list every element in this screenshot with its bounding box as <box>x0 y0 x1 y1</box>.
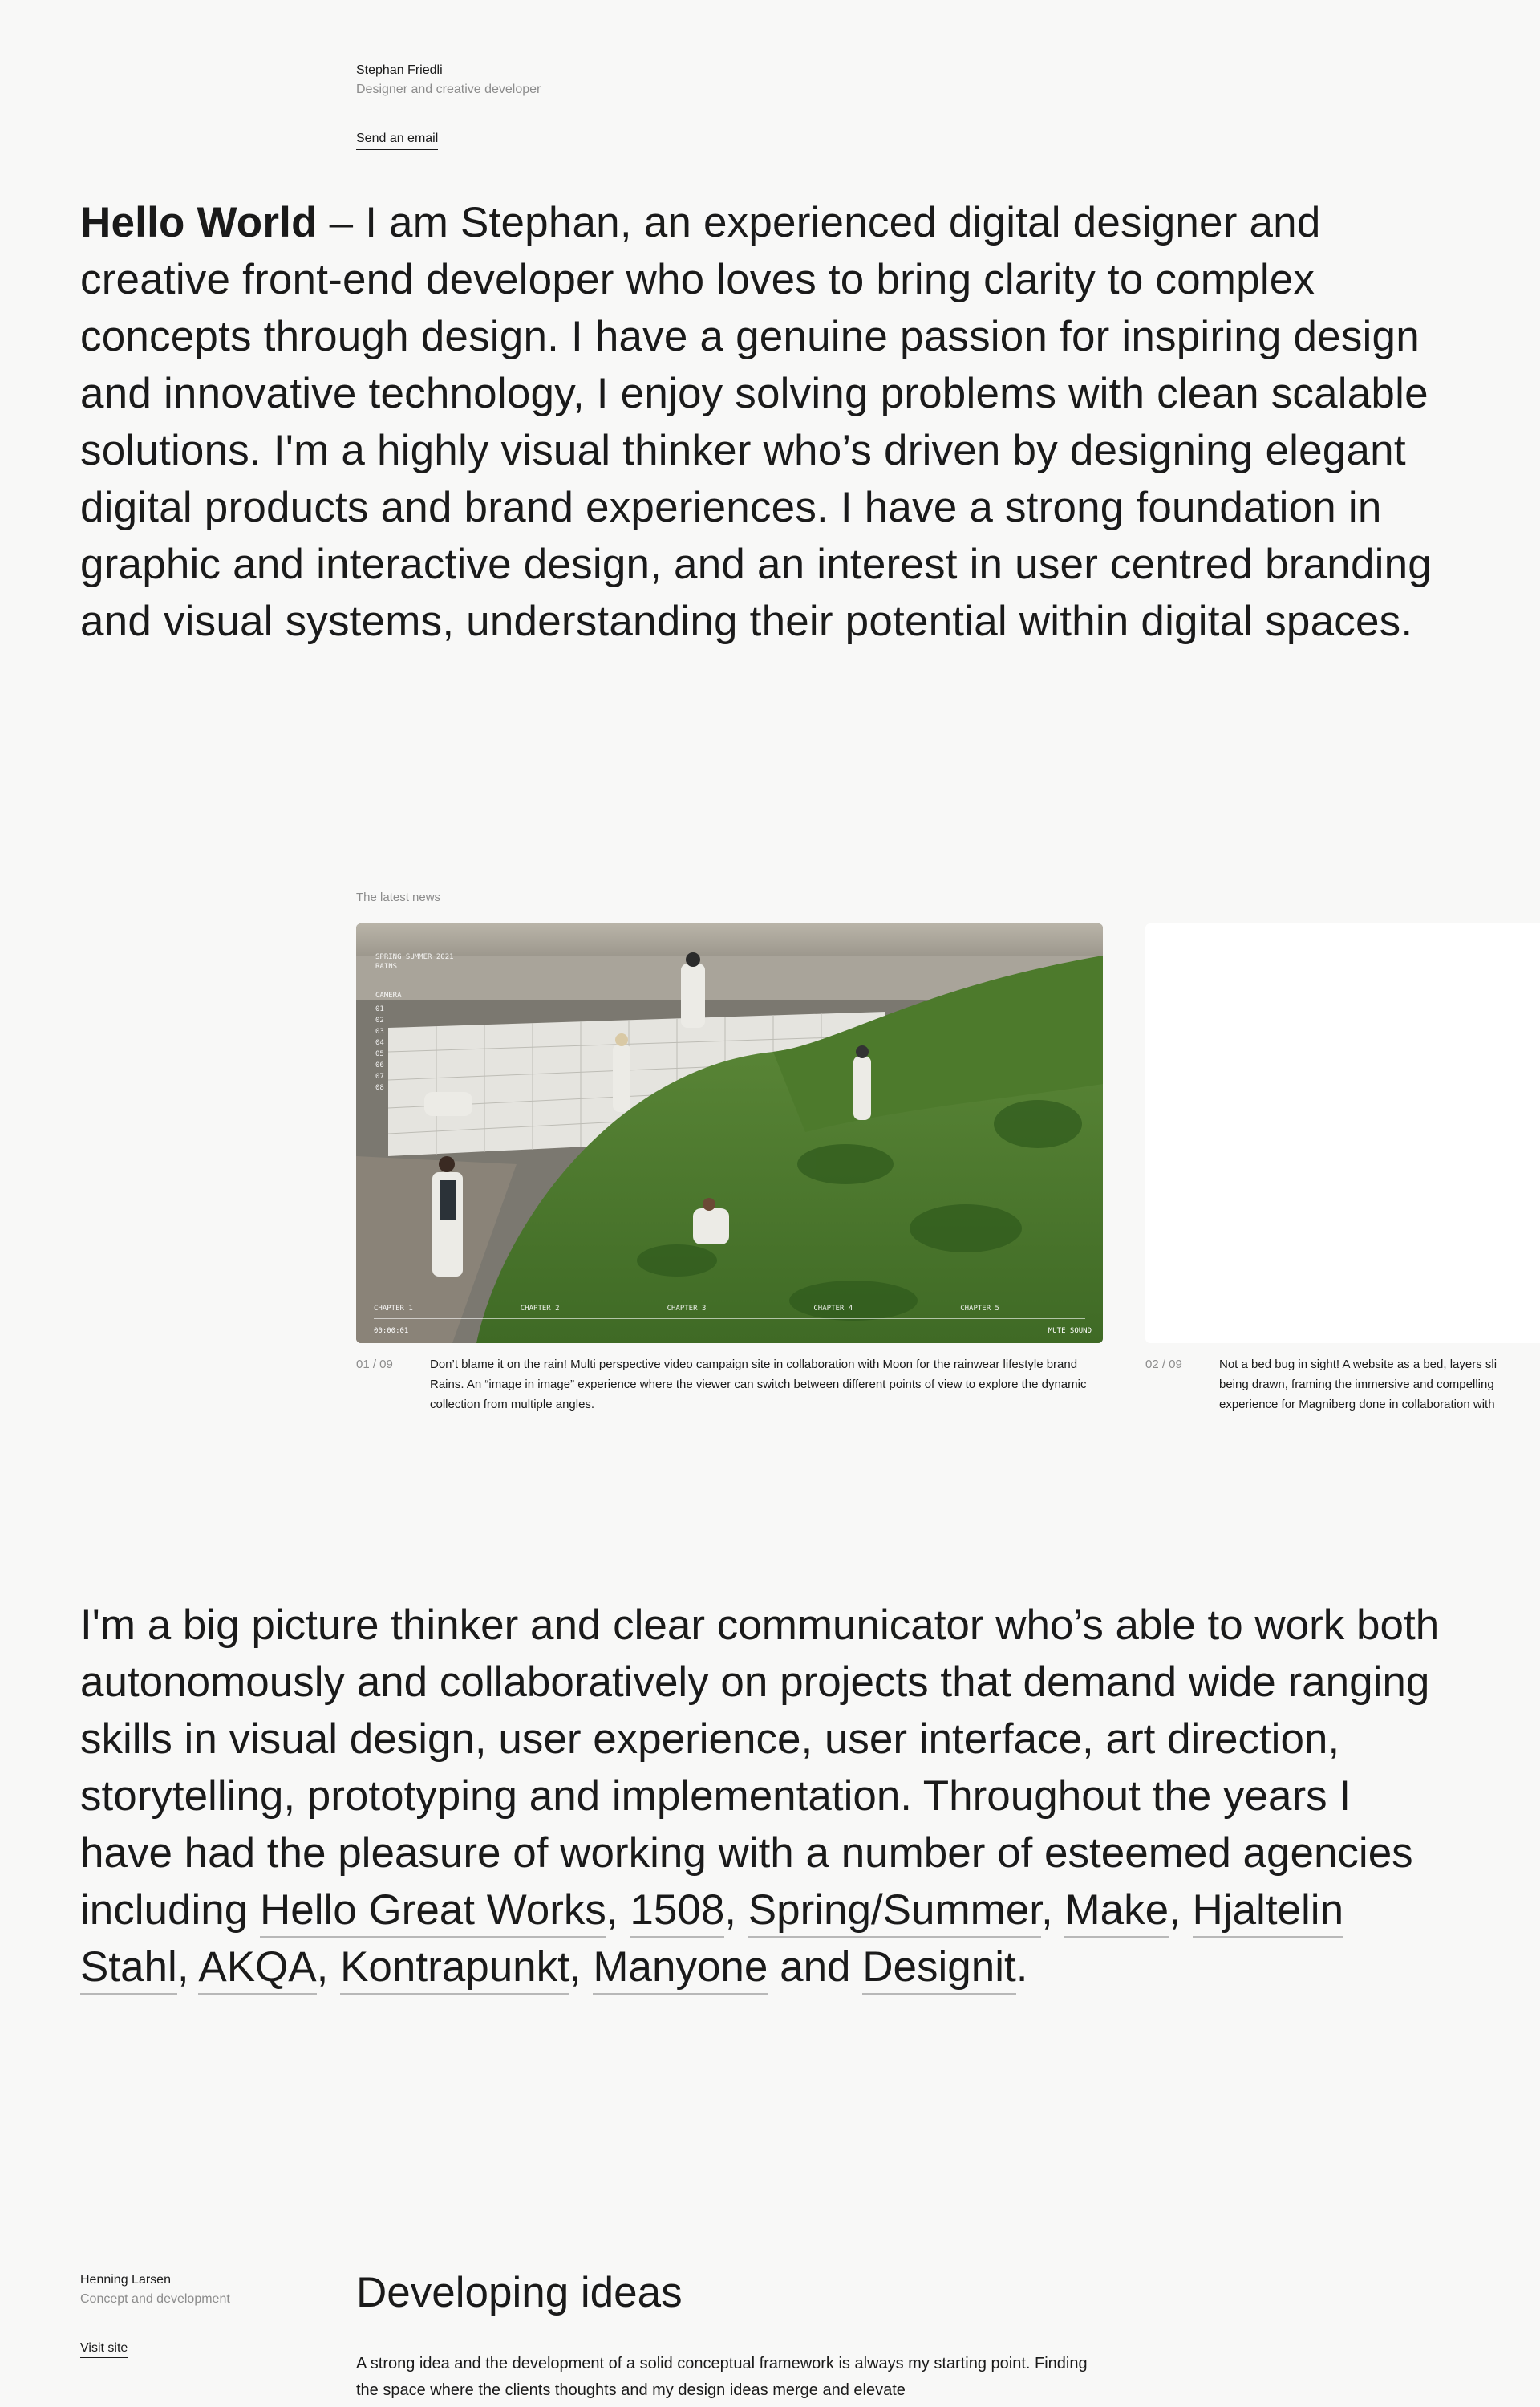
about-and: and <box>780 1943 851 1991</box>
news-description: Don’t blame it on the rain! Multi perspective video campaign site in collaboration with Moon for the rainwear lifestyle brand Rains. An “image in image” experience where the viewer can switch between different points of view to explore the dynamic collection from multiple angles. <box>430 1358 1087 1411</box>
project-description: A strong idea and the development of a solid conceptual framework is always my starting point. Finding the space where the clients thoughts and my design ideas merge and elevate <box>356 2355 1088 2399</box>
caption-line: Not a bed bug in sight! A website as a bed, layers sli <box>1219 1358 1497 1371</box>
news-index: 02 / 09 <box>1145 1358 1182 1371</box>
agency-link[interactable]: Designit <box>862 1943 1015 1995</box>
agency-link[interactable]: 1508 <box>630 1886 724 1938</box>
chapter-bar[interactable] <box>374 1305 999 1313</box>
news-slide[interactable] <box>356 923 1103 1415</box>
overlay-camera-label: CAMERA <box>375 992 402 1000</box>
send-email-link[interactable]: Send an email <box>356 130 438 150</box>
intro-text: – I am Stephan, an experienced digital designer and creative front-end developer who loves to bring clarity to complex concepts through design. I have a genuine passion for inspiring design and innovative technology, I enjoy solving problems with clean scalable solutions. I'm a highly visual thinker who’s driven by designing elegant digital products and brand experiences. I have a strong foundation in graphic and interactive design, and an interest in user centred branding and visual systems, understanding their potential within digital spaces. <box>80 199 1432 645</box>
author-role: Designer and creative developer <box>356 83 541 96</box>
camera-option[interactable]: 08 <box>375 1084 384 1092</box>
camera-option[interactable]: 01 <box>375 1005 384 1013</box>
camera-option[interactable]: 03 <box>375 1028 384 1036</box>
chapter-item[interactable]: CHAPTER 1 <box>374 1305 413 1313</box>
agency-link[interactable]: Spring/Summer <box>748 1886 1041 1938</box>
overlay-season: SPRING SUMMER 2021 <box>375 953 454 961</box>
agency-link[interactable]: Make <box>1064 1886 1169 1938</box>
camera-option[interactable]: 05 <box>375 1050 384 1058</box>
news-index: 01 / 09 <box>356 1358 393 1371</box>
project-meta <box>80 2271 230 2358</box>
camera-option[interactable]: 06 <box>375 1061 384 1070</box>
news-description <box>1219 1354 1540 1415</box>
project-title: Developing ideas <box>356 2269 683 2316</box>
agency-link[interactable]: Manyone <box>593 1943 768 1995</box>
news-caption <box>1145 1354 1540 1415</box>
chapter-item[interactable]: CHAPTER 2 <box>520 1305 560 1313</box>
site-header <box>356 61 541 150</box>
news-carousel[interactable] <box>356 923 1540 1421</box>
caption-line: experience for Magniberg done in collaboration with <box>1219 1398 1495 1411</box>
caption-line: being drawn, framing the immersive and compelling <box>1219 1378 1494 1391</box>
about-end: . <box>1015 1943 1028 1991</box>
camera-list[interactable] <box>375 1004 454 1094</box>
author-name: Stephan Friedli <box>356 63 443 77</box>
project-client: Henning Larsen <box>80 2273 171 2287</box>
camera-option[interactable]: 07 <box>375 1073 384 1081</box>
chapter-item[interactable]: CHAPTER 5 <box>960 1305 999 1313</box>
agency-link[interactable]: Kontrapunkt <box>340 1943 569 1995</box>
about-text: I'm a big picture thinker and clear communicator who’s able to work both autonomously and collaboratively on projects that demand wide ranging skills in visual design, user experience, user interface, art direction, storytelling, prototyping and implementation. Throughout the years I have had the pleasure of working with a number of esteemed agencies including <box>80 1601 1440 1934</box>
chapter-item[interactable]: CHAPTER 4 <box>813 1305 853 1313</box>
overlay-brand: RAINS <box>375 963 398 971</box>
camera-option[interactable]: 02 <box>375 1017 384 1025</box>
chapter-item[interactable]: CHAPTER 3 <box>667 1305 707 1313</box>
mute-sound-button[interactable]: MUTE SOUND <box>1048 1327 1092 1335</box>
magniberg-project-image[interactable] <box>1145 923 1540 1343</box>
project-kind: Concept and development <box>80 2292 230 2306</box>
camera-option[interactable]: 04 <box>375 1039 384 1047</box>
campaign-photo <box>356 923 1103 1343</box>
video-overlay-info <box>375 952 454 1094</box>
news-caption <box>356 1354 1103 1415</box>
agency-link[interactable]: AKQA <box>198 1943 316 1995</box>
video-time: 00:00:01 <box>374 1327 409 1335</box>
agency-link[interactable]: Hello Great Works <box>260 1886 606 1938</box>
rains-campaign-image[interactable] <box>356 923 1103 1343</box>
intro-paragraph <box>80 194 1444 650</box>
progress-line <box>374 1318 1085 1319</box>
news-slide[interactable] <box>1145 923 1540 1415</box>
intro-greeting: Hello World <box>80 199 318 246</box>
agency-link[interactable]: Hjaltelin Stahl <box>80 1886 1343 1995</box>
about-paragraph: I'm a big picture thinker and clear communicator who’s able to work both autonomously and collaboratively on projects that demand wide ranging skills in visual design, user experience, user interface, art direction, storytelling, prototyping and implementation. Throughout the years I have had the pleasure of working with a number of esteemed agencies including Hello Great Works, 1508, Spring/Summer, Make, Hjaltelin Stahl, AKQA, Kontrapunkt, Manyone and Designit. <box>80 1597 1444 1995</box>
news-section-label: The latest news <box>356 891 441 904</box>
visit-site-link[interactable]: Visit site <box>80 2341 128 2358</box>
